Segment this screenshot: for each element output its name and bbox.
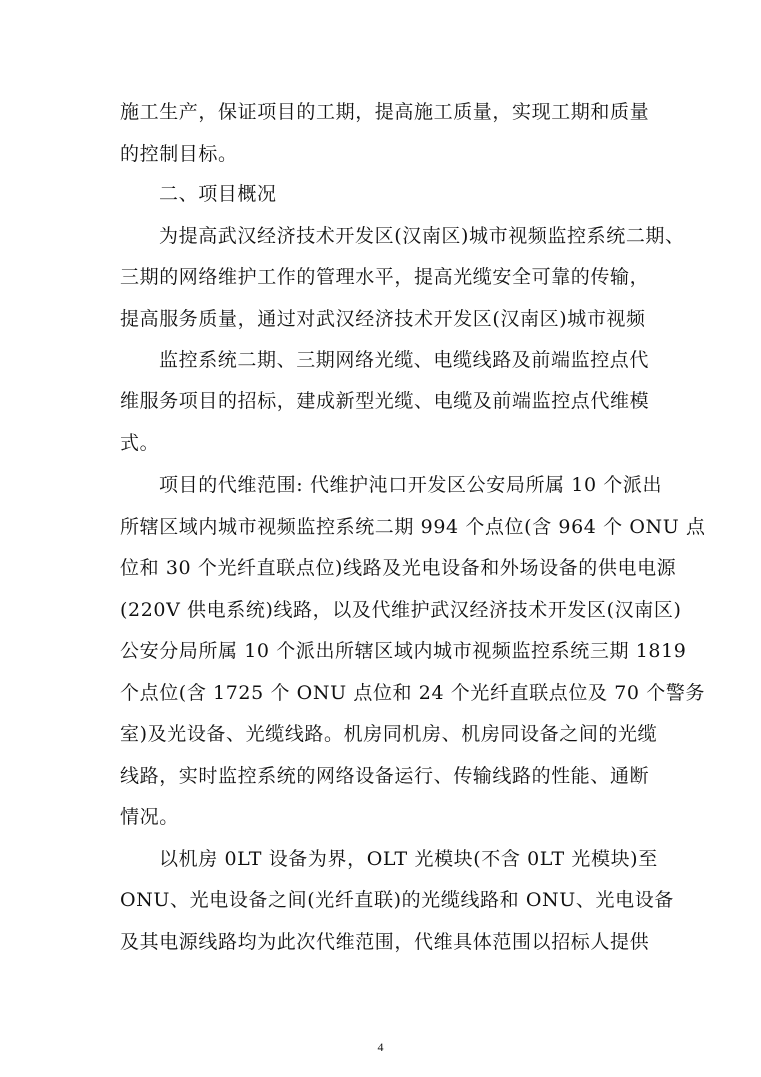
- text-line: 个点位(含 1725 个 ONU 点位和 24 个光纤直联点位及 70 个警务: [120, 682, 706, 704]
- text-line: ONU、光电设备之间(光纤直联)的光缆线路和 ONU、光电设备: [120, 889, 674, 911]
- text-line: 位和 30 个光纤直联点位)线路及光电设备和外场设备的供电电源: [120, 557, 677, 579]
- text-line: 提高服务质量，通过对武汉经济技术开发区(汉南区)城市视频: [120, 308, 646, 330]
- text-line: 情况。: [120, 806, 179, 828]
- text-line: 所辖区域内城市视频监控系统二期 994 个点位(含 964 个 ONU 点: [120, 516, 706, 538]
- page-number: 4: [377, 1040, 384, 1054]
- text-line: 式。: [120, 432, 160, 454]
- section-heading: 二、项目概况: [159, 183, 277, 205]
- text-line: 项目的代维范围: 代维护沌口开发区公安局所属 10 个派出: [159, 474, 663, 496]
- text-line: 维服务项目的招标，建成新型光缆、电缆及前端监控点代维模: [120, 390, 650, 412]
- text-line: 施工生产，保证项目的工期，提高施工质量，实现工期和质量: [120, 101, 650, 123]
- text-line: 及其电源线路均为此次代维范围，代维具体范围以招标人提供: [120, 931, 650, 953]
- text-line: (220V 供电系统)线路，以及代维护武汉经济技术开发区(汉南区): [120, 599, 682, 621]
- text-line: 线路，实时监控系统的网络设备运行、传输线路的性能、通断: [120, 765, 650, 787]
- text-line: 以机房 0LT 设备为界，OLT 光模块(不含 0LT 光模块)至: [159, 848, 658, 870]
- text-line: 监控系统二期、三期网络光缆、电缆线路及前端监控点代: [159, 349, 650, 371]
- text-line: 三期的网络维护工作的管理水平，提高光缆安全可靠的传输，: [120, 266, 650, 288]
- text-line: 公安分局所属 10 个派出所辖区域内城市视频监控系统三期 1819: [120, 640, 687, 662]
- text-line: 的控制目标。: [120, 143, 238, 165]
- text-line: 为提高武汉经济技术开发区(汉南区)城市视频监控系统二期、: [159, 225, 685, 247]
- text-line: 室)及光设备、光缆线路。机房同机房、机房同设备之间的光缆: [120, 723, 658, 745]
